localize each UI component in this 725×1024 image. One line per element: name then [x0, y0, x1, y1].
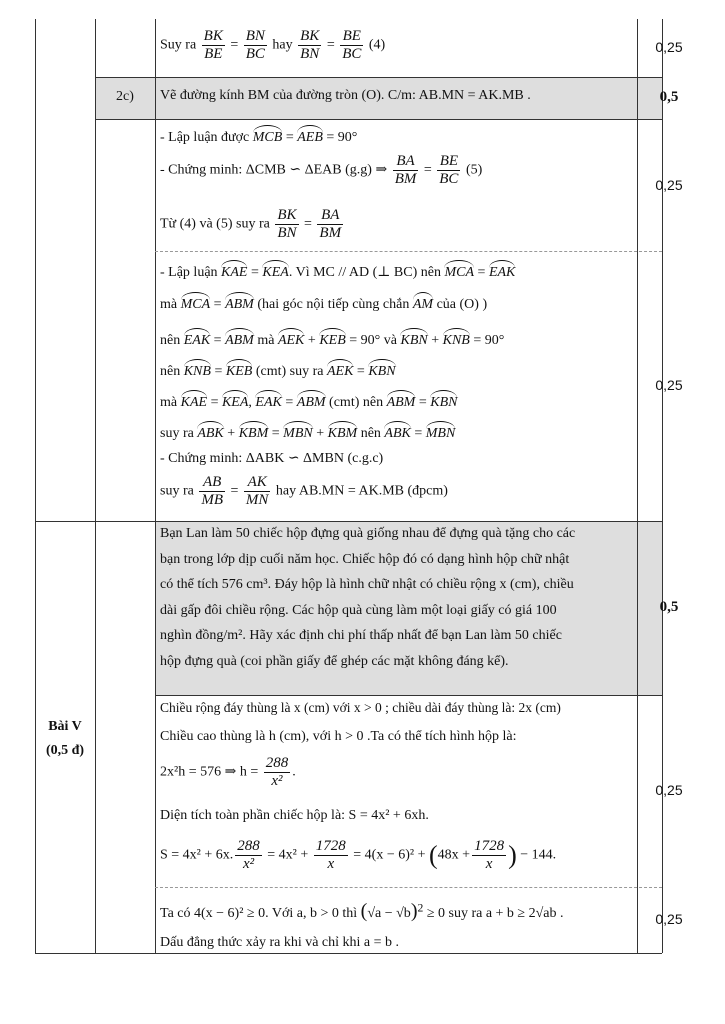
problem-score: 0,5 — [659, 599, 679, 615]
bai5-s4: Diện tích toàn phần chiếc hộp là: S = 4x² + 6xh. — [160, 808, 429, 823]
block3-l6: suy ra ABK + KBM = MBN + KBM nên ABK = MBN — [160, 423, 455, 442]
row-2c-task: Vẽ đường kính BM của đường tròn (O). C/m: AB.MN = AK.MB . — [160, 88, 531, 103]
block3-l7: - Chứng minh: ΔABK ∽ ΔMBN (c.g.c) — [160, 451, 384, 466]
bai5-label: Bài V (0,5 đ) — [45, 719, 85, 758]
block3-l2: mà MCA = ABM (hai góc nội tiếp cùng chắn AM của (O) ) — [160, 294, 487, 313]
block1-line: Suy ra $\frac{BK}{BE}$ = $\frac{BN}{BC}$ hay $\frac{BK}{BN}$ = $\frac{BE}{BC}$ (4) — [160, 28, 386, 62]
block2-line2: - Chứng minh: ΔCMB ∽ ΔEAB (g.g) ⇒ $\frac{BA}{BM}$ = $\frac{BE}{BC}$ (5) — [160, 153, 483, 187]
block3-l8: suy ra $\frac{AB}{MB}$ = $\frac{AK}{MN}$ hay AB.MN = AK.MB (đpcm) — [160, 474, 448, 508]
block2-line1: - Lập luận được MCB = AEB = 90° — [160, 127, 357, 146]
block3-l4: nên KNB = KEB (cmt) suy ra AEK = KBN — [160, 361, 396, 380]
bai5-s2: Chiều cao thùng là h (cm), với h > 0 .Ta có thể tích hình hộp là: — [160, 729, 517, 744]
block3-l1: - Lập luận KAE = KEA. Vì MC // AD (⊥ BC) nên MCA = EAK — [160, 262, 515, 281]
block2-score: 0,25 — [655, 177, 683, 193]
bai5-t1: Ta có 4(x − 6)² ≥ 0. Với a, b > 0 thì $(√a - √b)^2 \ge 0$ suy ra a + b ≥ 2√ab . — [160, 900, 564, 922]
block3-l3: nên EAK = ABM mà AEK + KEB = 90° và KBN + KNB = 90° — [160, 330, 504, 349]
bai5-t2: Dấu đẳng thức xảy ra khi và chỉ khi a = b . — [160, 935, 400, 950]
row-2c-score: 0,5 — [659, 89, 679, 105]
sol-score: 0,25 — [655, 782, 683, 798]
bai5-s1: Chiều rộng đáy thùng là x (cm) với x > 0 ; chiều dài đáy thùng là: 2x (cm) — [160, 700, 561, 715]
row-2c-label: 2c) — [116, 89, 134, 104]
block3-score: 0,25 — [655, 377, 683, 393]
block3-l5: mà KAE = KEA, EAK = ABM (cmt) nên ABM = KBN — [160, 392, 457, 411]
bai5-s3: 2x²h = 576 ⇒ h = $\frac{288}{\text{x²}}$ . — [160, 755, 296, 789]
t-score: 0,25 — [655, 911, 683, 927]
bai5-s5: S = 4x² + 6x. $\frac{288}{\text{x²}}$ = 4x² + $\frac{1728}{x}$ = 4(x − 6)² + (48x + $\frac{1728}{x}$ ) − 144. — [160, 838, 557, 872]
block2-line3: Từ (4) và (5) suy ra $\frac{BK}{BN}$ = $\frac{BA}{BM}$ — [160, 207, 342, 241]
block1-score: 0,25 — [655, 39, 683, 55]
bai5-problem: Bạn Lan làm 50 chiếc hộp đựng quà giống nhau để đựng quà tặng cho các bạn trong lớp dịp cuối năm học. Chiếc hộp đó có dạng hình hộp chữ nhật có thể tích 576 cm³. Đáy hộp là hình chữ nhật có chiều rộng x (cm), chiều dài gấp đôi chiều rộng. Các hộp quà cùng làm một loại giấy có giá 100 nghìn đồng/m². Hãy xác định chi phí thấp nhất để bạn Lan làm 50 chiếc hộp đựng quà (coi phần giấy để ghép các mặt không đáng kể). — [160, 526, 576, 669]
